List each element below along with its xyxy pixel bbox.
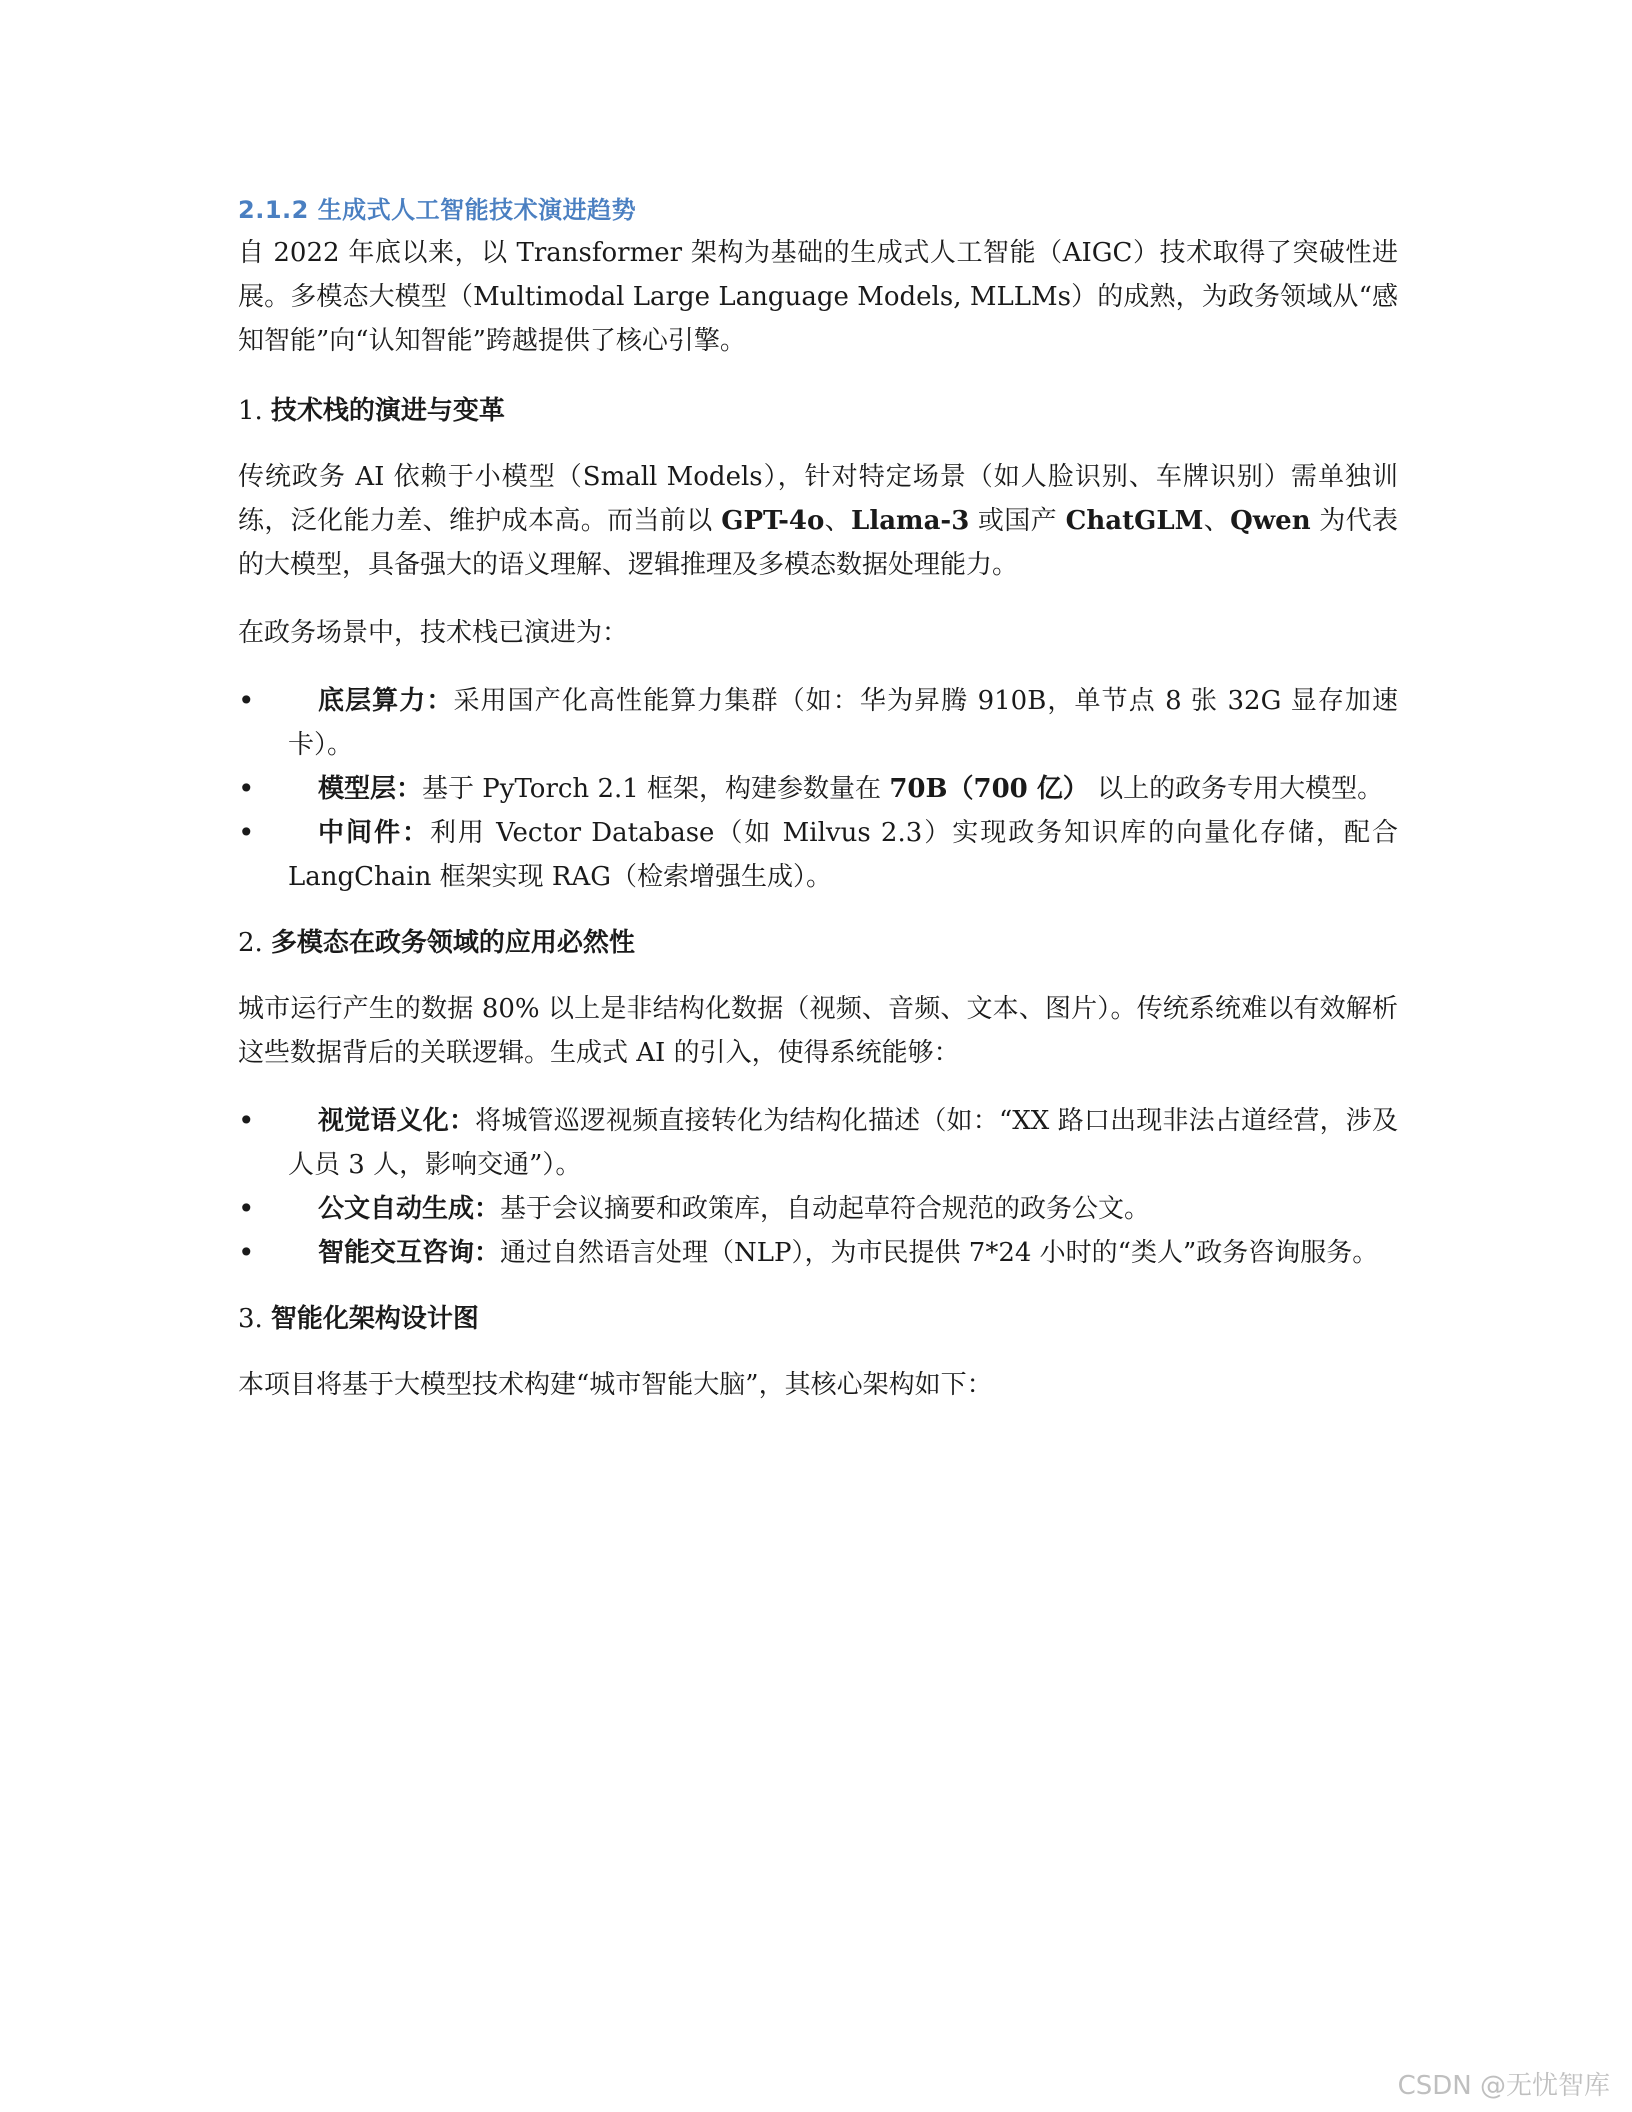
model-name: ChatGLM <box>1065 506 1204 536</box>
model-name: Qwen <box>1230 506 1311 536</box>
subheading-1-number: 1. <box>238 396 263 426</box>
item-text: 将城管巡逻视频直接转化为结构化描述（如：“XX 路口出现非法占道经营，涉及人员 3 人，影响交通”）。 <box>288 1106 1398 1180</box>
sub1-paragraph-1 <box>238 455 1398 587</box>
item-lead: 智能交互咨询： <box>318 1238 501 1268</box>
sub1-paragraph-2: 在政务场景中，技术栈已演进为： <box>238 618 629 648</box>
list-item <box>238 1231 1398 1275</box>
sub2-bullet-list <box>238 1099 1398 1275</box>
model-name: Llama-3 <box>851 506 970 536</box>
list-item <box>238 1187 1398 1231</box>
watermark: CSDN @无忧智库 <box>1397 2071 1610 2101</box>
item-text: 基于 PyTorch 2.1 框架，构建参数量在 <box>422 774 890 804</box>
item-text: 基于会议摘要和政策库，自动起草符合规范的政务公文。 <box>500 1194 1151 1224</box>
subheading-3-title: 智能化架构设计图 <box>270 1304 479 1334</box>
item-text: 利用 Vector Database（如 Milvus 2.3）实现政务知识库的向量化存储，配合 LangChain 框架实现 RAG（检索增强生成）。 <box>288 818 1398 892</box>
item-lead: 视觉语义化： <box>318 1106 476 1136</box>
list-item <box>238 811 1398 899</box>
bullet-icon: • <box>238 772 255 805</box>
subheading-2-number: 2. <box>238 928 263 958</box>
document-page <box>238 190 1398 1407</box>
item-lead: 模型层： <box>318 774 423 804</box>
model-name: GPT-4o <box>721 506 825 536</box>
section-title: 2.1.2 生成式人工智能技术演进趋势 <box>238 196 637 224</box>
subheading-2 <box>238 921 1398 965</box>
sub2-paragraph: 城市运行产生的数据 80% 以上是非结构化数据（视频、音频、文本、图片）。传统系统难以有效解析这些数据背后的关联逻辑。生成式 AI 的引入，使得系统能够： <box>238 994 1398 1068</box>
list-item <box>238 767 1398 811</box>
bullet-icon: • <box>238 1192 255 1225</box>
text-run: 为代表的大模型，具备强大的语义理解、逻辑推理及多模态数据处理能力。 <box>238 506 1398 580</box>
bullet-icon: • <box>238 816 255 849</box>
item-lead: 公文自动生成： <box>318 1194 501 1224</box>
item-lead: 底层算力： <box>318 686 454 716</box>
subheading-1-title: 技术栈的演进与变革 <box>270 396 505 426</box>
subheading-2-title: 多模态在政务领域的应用必然性 <box>270 928 635 958</box>
text-run: 、 <box>824 506 852 536</box>
bullet-icon: • <box>238 1104 255 1137</box>
intro-paragraph: 自 2022 年底以来，以 Transformer 架构为基础的生成式人工智能（AIGC）技术取得了突破性进展。多模态大模型（Multimodal Large Language Models, MLLMs）的成熟，为政务领域从“感知智能”向“认知智能”跨越提供了核心引擎。 <box>238 238 1398 356</box>
item-bold: 70B（700 亿） <box>889 774 1089 804</box>
list-item <box>238 1099 1398 1187</box>
item-text: 以上的政务专用大模型。 <box>1088 774 1384 804</box>
bullet-icon: • <box>238 1236 255 1269</box>
text-run: 、 <box>1203 506 1231 536</box>
sub1-bullet-list <box>238 679 1398 899</box>
text-run: 或国产 <box>969 506 1066 536</box>
sub3-paragraph: 本项目将基于大模型技术构建“城市智能大脑”，其核心架构如下： <box>238 1370 993 1400</box>
item-text: 采用国产化高性能算力集群（如：华为昇腾 910B，单节点 8 张 32G 显存加速卡）。 <box>288 686 1398 760</box>
subheading-3 <box>238 1297 1398 1341</box>
subheading-1 <box>238 389 1398 433</box>
item-lead: 中间件： <box>318 818 430 848</box>
list-item <box>238 679 1398 767</box>
item-text: 通过自然语言处理（NLP），为市民提供 7*24 小时的“类人”政务咨询服务。 <box>500 1238 1379 1268</box>
subheading-3-number: 3. <box>238 1304 263 1334</box>
text-run: 传统政务 AI 依赖于小模型（Small Models），针对特定场景（如人脸识别、车牌识别）需单独训练，泛化能力差、维护成本高。而当前以 <box>238 462 1398 536</box>
bullet-icon: • <box>238 684 255 717</box>
